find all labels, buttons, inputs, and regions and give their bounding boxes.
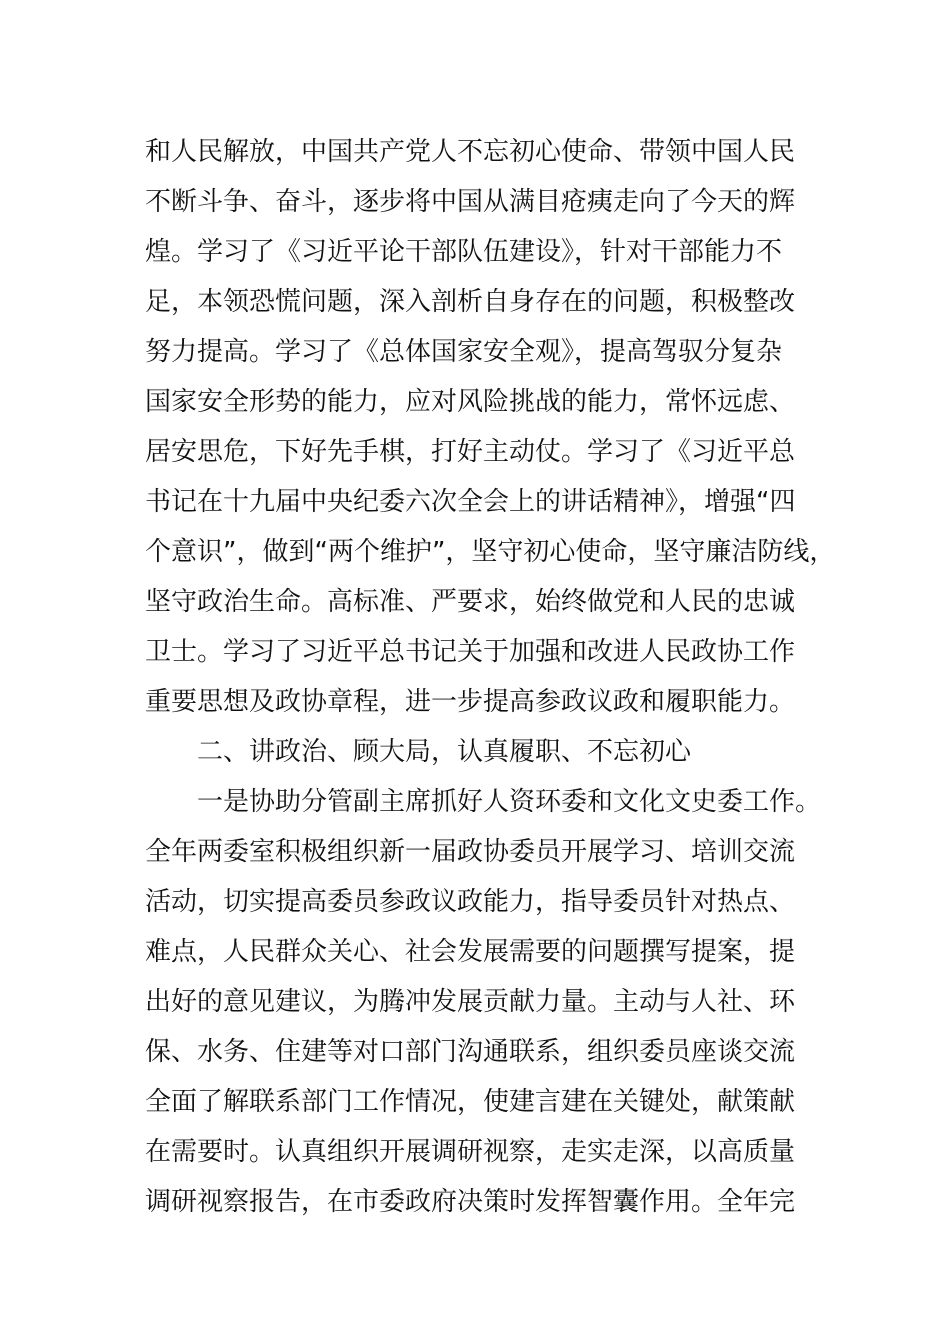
text-line: 坚守政治生命。高标准、严要求，始终做党和人民的忠诚 (145, 587, 796, 617)
text-line: 调研视察报告，在市委政府决策时发挥智囊作用。全年完 (145, 1187, 796, 1217)
text-line: 煌。学习了《习近平论干部队伍建设》，针对干部能力不 (145, 237, 783, 267)
text-line: 居安思危，下好先手棋，打好主动仗。学习了《习近平总 (145, 437, 796, 467)
text-line: 活动，切实提高委员参政议政能力，指导委员针对热点、 (145, 887, 796, 917)
text-line: 在需要时。认真组织开展调研视察，走实走深，以高质量 (145, 1137, 796, 1167)
text-line: 全面了解联系部门工作情况，使建言建在关键处，献策献 (145, 1087, 796, 1117)
text-line: 个意识”，做到“两个维护”，坚守初心使命，坚守廉洁防线， (145, 537, 836, 567)
text-line: 足，本领恐慌问题，深入剖析自身存在的问题，积极整改 (145, 287, 796, 317)
text-line: 难点，人民群众关心、社会发展需要的问题撰写提案，提 (145, 937, 796, 967)
text-line: 保、水务、住建等对口部门沟通联系，组织委员座谈交流 (145, 1037, 796, 1067)
text-line: 和人民解放，中国共产党人不忘初心使命、带领中国人民 (145, 137, 796, 167)
text-line: 卫士。学习了习近平总书记关于加强和改进人民政协工作 (145, 637, 796, 667)
text-line: 不断斗争、奋斗，逐步将中国从满目疮痍走向了今天的辉 (145, 187, 796, 217)
text-line: 努力提高。学习了《总体国家安全观》，提高驾驭分复杂 (145, 337, 783, 367)
text-line: 出好的意见建议，为腾冲发展贡献力量。主动与人社、环 (145, 987, 796, 1017)
text-line: 全年两委室积极组织新一届政协委员开展学习、培训交流 (145, 837, 796, 867)
paragraph-start: 一是协助分管副主席抓好人资环委和文化文史委工作。 (197, 787, 822, 817)
text-line: 重要思想及政协章程，进一步提高参政议政和履职能力。 (145, 687, 796, 717)
text-line: 国家安全形势的能力，应对风险挑战的能力，常怀远虑、 (145, 387, 796, 417)
section-heading: 二、讲政治、顾大局，认真履职、不忘初心 (197, 737, 692, 767)
text-line: 书记在十九届中央纪委六次全会上的讲话精神》，增强“四 (145, 487, 796, 517)
